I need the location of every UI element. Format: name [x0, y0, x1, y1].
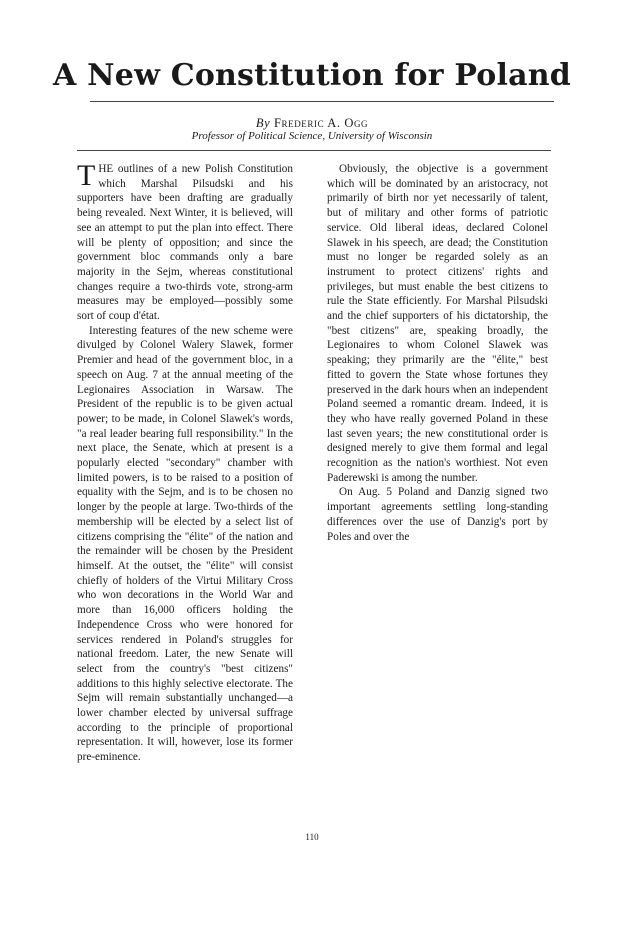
paragraph-2: Interesting features of the new scheme were divulged by Colonel Walery Slawek, former Premier and head of the government bloc, in a speech on Aug. 7 at the annual meeting of the Legionaires Association in Warsaw. The President of the republic is to be given actual power; to be made, in Colonel Slawek's words, "a real leader bearing full responsibility." In the next place, the Senate, which at present is a popularly elected "secondary" chamber with limited powers, is to be raised to a position of equality with the Sejm, and is to be chosen no longer by the people at large. Two-thirds of the membership will be elected by a select list of citizens comprising the "élite" of the nation and the remainder will be chosen by the President himself. At the outset, the "élite" will consist chiefly of holders of the Virtui Military Cross who won decorations in the World War and more than 16,000 officers holding the Independence Cross who were honored for services rendered in Poland's struggles for national freedom. Later, the new Senate will select from the country's "best citizens" additions to this highly selective electorate. The Sejm will remain substantially unchanged—a lower chamber elected by universal suffrage according to the principle of proportional representation. It will, however, lose its former pre-eminence. — [77, 324, 293, 764]
author-name: Frederic A. Ogg — [273, 116, 369, 130]
drop-cap: T — [77, 159, 96, 192]
article-body-right-column — [327, 162, 548, 544]
byline — [0, 116, 624, 131]
paragraph-1 — [77, 159, 293, 324]
author-affiliation: Professor of Political Science, University of Wisconsin — [191, 130, 433, 142]
article-body-left-column — [77, 159, 293, 765]
lead-in-word: HE — [98, 163, 114, 175]
paragraph-1-text: outlines of a new Polish Constitution which Marshal Pilsudski and his supporters have been drafting are gradually being revealed. Next Winter, it is believed, will see an attempt to put the plan into effect. There will be plenty of opposition; and since the government bloc commands only a bare majority in the Sejm, whereas constitutional changes require a two-thirds vote, strong-arm measures may be employed—possibly some sort of coup d'état. — [77, 163, 293, 323]
paragraph-3: Obviously, the objective is a government which will be dominated by an aristocracy, not primarily of birth nor yet necessarily of talent, but of military and other forms of patriotic service. Old liberal ideas, declared Colonel Slawek in his speech, are dead; the Constitution must no longer be regarded solely as an instrument to protect citizens' rights and privileges, but must enable the best citizens to rule the State efficiently. For Marshal Pilsudski and the chief supporters of his dictatorship, the "best citizens" are, speaking broadly, the Legionaires to whom Colonel Slawek was speaking; they primarily are the "élite," best fitted to govern the State whose fortunes they preserved in the dark hours when an independent Poland seemed a romantic dream. Indeed, it is they who have really governed Poland in these last seven years; the new constitutional order is designed merely to give them formal and legal recognition as the nation's worthiest. Not even Paderewski is among the number. — [327, 163, 548, 484]
byline-prefix: By — [255, 116, 271, 130]
byline-rule — [77, 150, 551, 151]
title-rule — [90, 101, 554, 102]
paragraph-4: On Aug. 5 Poland and Danzig signed two important agreements settling long-standing differences over the use of Danzig's port by Poles and over the — [327, 486, 548, 543]
article-title: A New Constitution for Poland — [53, 58, 571, 93]
page-number: 110 — [305, 832, 319, 842]
